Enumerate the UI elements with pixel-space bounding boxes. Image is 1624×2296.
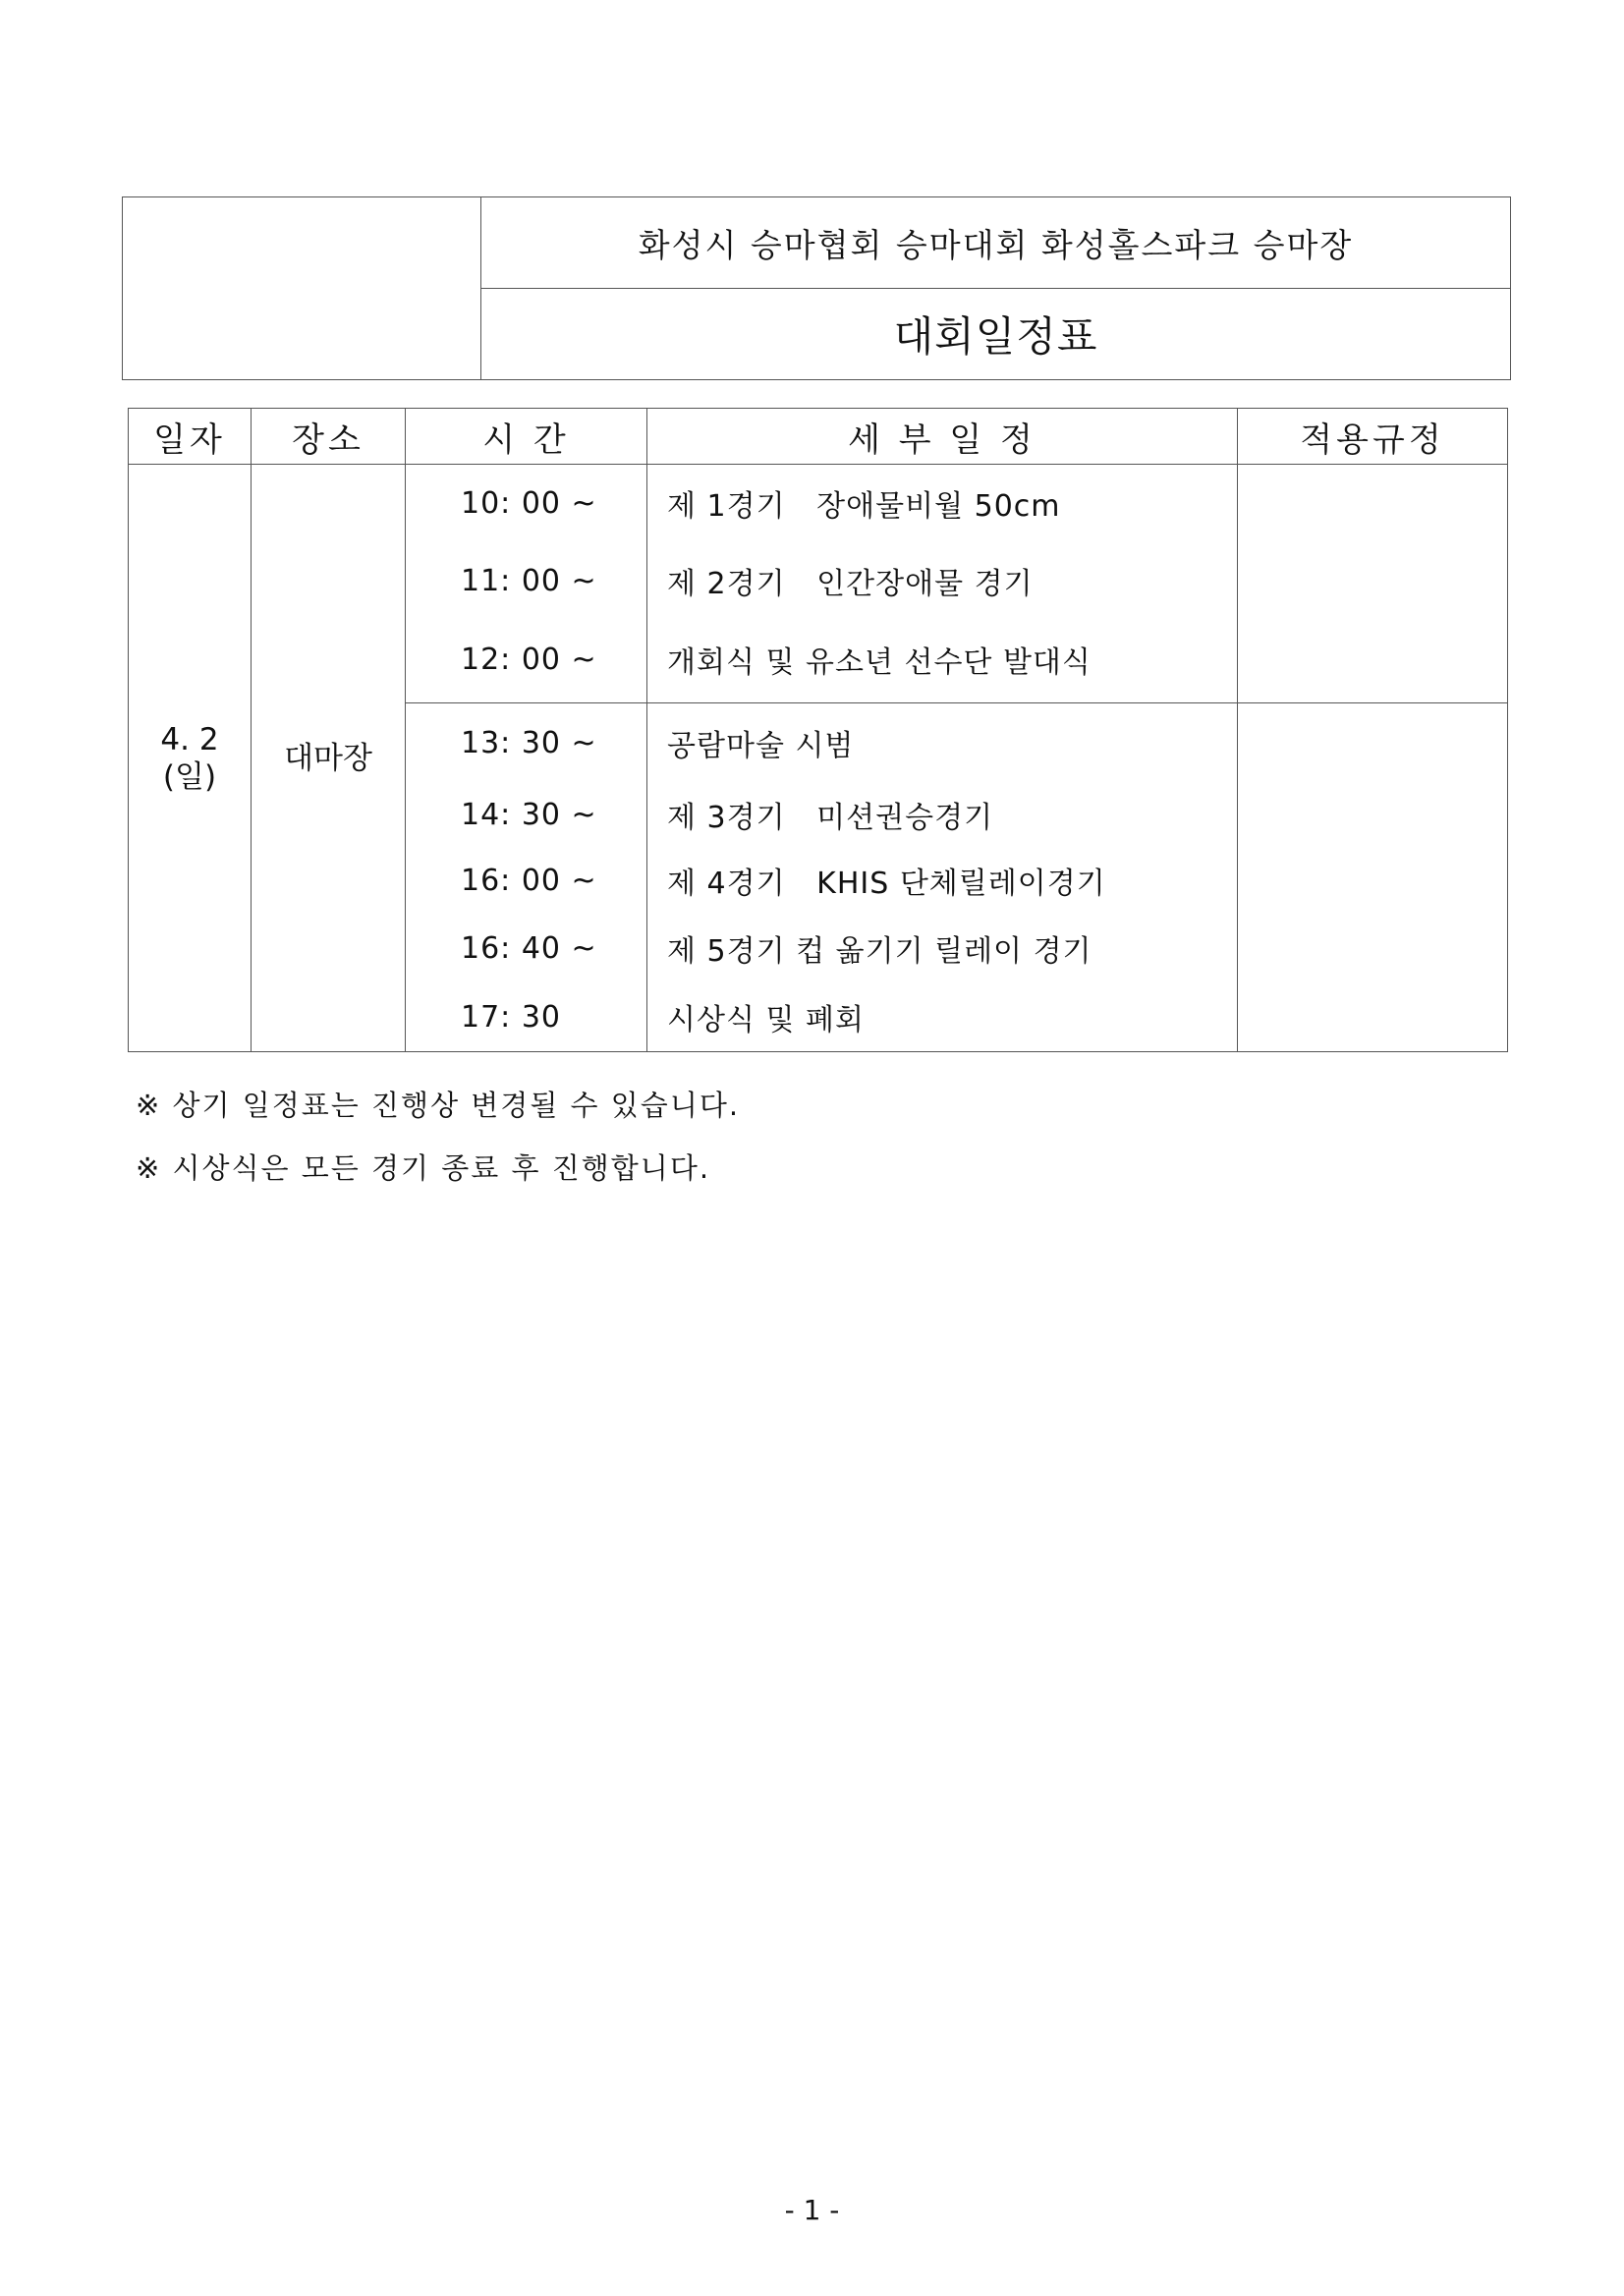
detail-entry: 제 1경기 장애물비월 50cm: [667, 489, 1061, 524]
note-item: ※ 상기 일정표는 진행상 변경될 수 있습니다.: [136, 1089, 741, 1122]
time-entry: 16: 40 ~: [461, 930, 597, 966]
detail-cell-afternoon: [647, 703, 1238, 1052]
rule-cell-morning: [1238, 465, 1508, 703]
time-entry: 14: 30 ~: [461, 797, 597, 832]
column-header-place: 장소: [252, 409, 406, 465]
page-number: - 1 -: [784, 2194, 840, 2226]
day-of-week: (일): [162, 758, 217, 795]
time-entry: 12: 00 ~: [461, 642, 597, 677]
time-entry: 17: 30: [461, 999, 561, 1035]
schedule-header-row: [129, 409, 1508, 465]
organization-name: 화성시 승마협회 승마대회 화성홀스파크 승마장: [481, 197, 1511, 289]
column-header-rule: 적용규정: [1238, 409, 1508, 465]
column-header-date: 일자: [129, 409, 252, 465]
column-header-time: 시 간: [406, 409, 647, 465]
time-entry: 13: 30 ~: [461, 725, 597, 760]
detail-entry: 개회식 및 유소년 선수단 발대식: [667, 645, 1092, 680]
time-entry: 11: 00 ~: [461, 563, 597, 598]
column-header-detail: 세 부 일 정: [647, 409, 1238, 465]
date-value: 4. 2: [160, 721, 219, 757]
detail-entry: 제 2경기 인간장애물 경기: [667, 567, 1034, 601]
detail-cell-morning: [647, 465, 1238, 703]
detail-entry: 제 3경기 미션권승경기: [667, 801, 994, 835]
time-cell-morning: [406, 465, 647, 703]
document-title: 대회일정표: [481, 289, 1511, 380]
detail-entry: 제 5경기 컵 옮기기 릴레이 경기: [667, 934, 1092, 969]
schedule-block-morning: [129, 465, 1508, 703]
time-entry: 10: 00 ~: [461, 485, 597, 521]
place-cell: 대마장: [252, 465, 406, 1052]
header-box: [122, 196, 1511, 380]
detail-entry: 시상식 및 폐회: [667, 1003, 865, 1037]
date-cell: [129, 465, 252, 1052]
detail-entry: 제 4경기 KHIS 단체릴레이경기: [667, 867, 1106, 901]
rule-cell-afternoon: [1238, 703, 1508, 1052]
note-item: ※ 시상식은 모든 경기 종료 후 진행합니다.: [136, 1151, 711, 1185]
header-logo-cell: [123, 197, 481, 380]
schedule-table: [128, 408, 1508, 1052]
schedule-notes: [136, 1074, 740, 1200]
time-entry: 16: 00 ~: [461, 863, 597, 898]
detail-entry: 공람마술 시범: [667, 729, 855, 763]
time-cell-afternoon: [406, 703, 647, 1052]
